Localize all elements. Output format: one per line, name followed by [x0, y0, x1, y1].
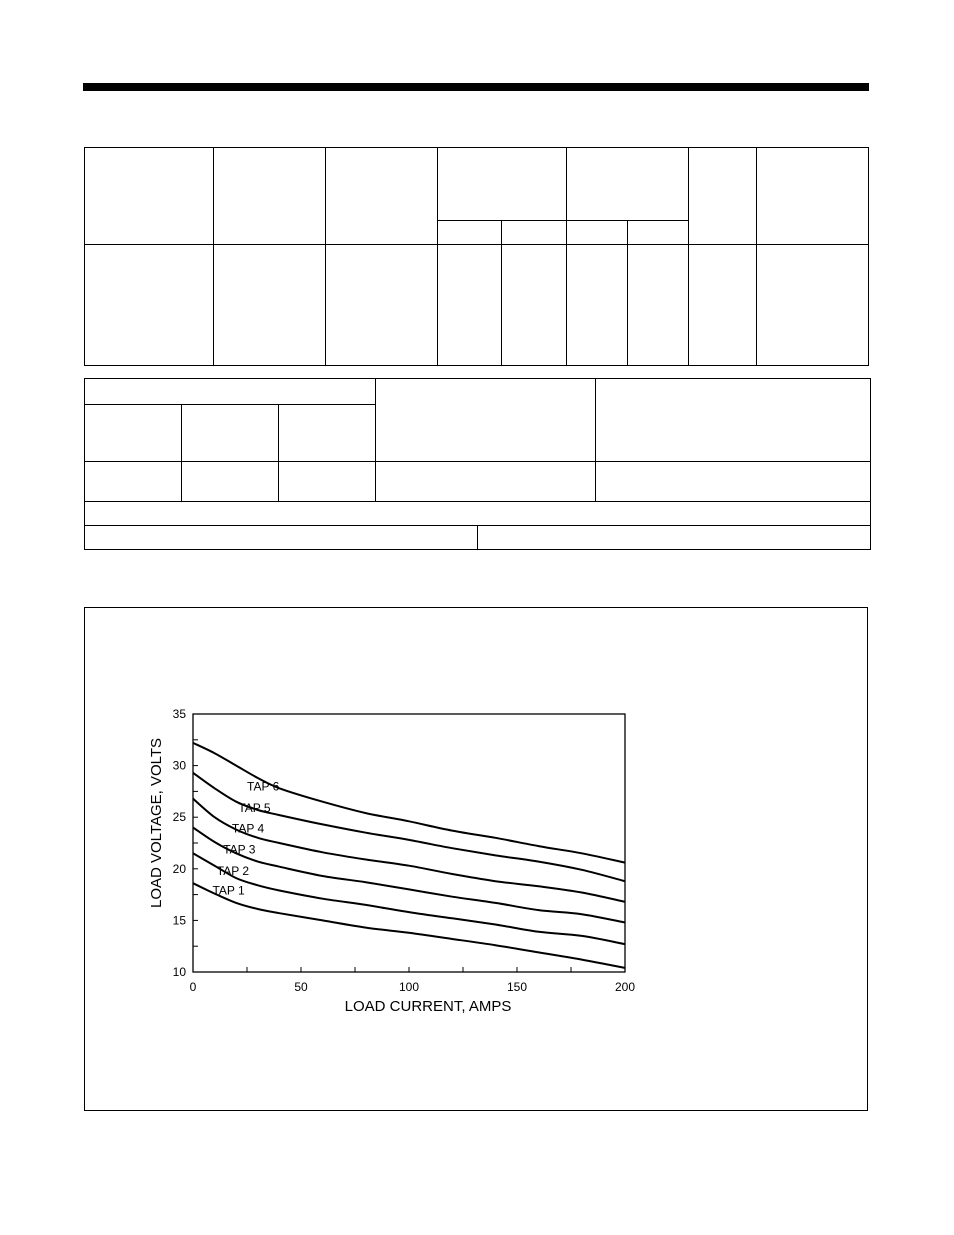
series-label-tap-3: TAP 3 [223, 842, 256, 857]
series-label-tap-4: TAP 4 [231, 821, 265, 836]
y-tick-label: 20 [172, 861, 186, 876]
series-line-tap-2 [193, 853, 625, 944]
y-tick-label: 25 [172, 810, 186, 825]
x-tick-label: 100 [398, 980, 420, 994]
y-tick-label: 35 [172, 707, 186, 721]
series-label-tap-6: TAP 6 [247, 779, 280, 794]
x-tick-label: 200 [614, 980, 636, 994]
x-tick-label: 0 [189, 980, 197, 994]
x-axis-label: LOAD CURRENT, AMPS [344, 998, 512, 1015]
y-tick-label: 15 [172, 913, 186, 928]
series-label-tap-2: TAP 2 [216, 863, 250, 878]
series-label-tap-5: TAP 5 [238, 801, 271, 816]
y-tick-label: 30 [172, 758, 186, 773]
x-tick-label: 150 [506, 980, 528, 994]
y-tick-label: 10 [172, 965, 186, 979]
series-line-tap-1 [193, 883, 625, 968]
y-axis-label: LOAD VOLTAGE, VOLTS [148, 737, 165, 909]
x-tick-label: 50 [294, 980, 308, 994]
series-label-tap-1: TAP 1 [212, 883, 245, 898]
